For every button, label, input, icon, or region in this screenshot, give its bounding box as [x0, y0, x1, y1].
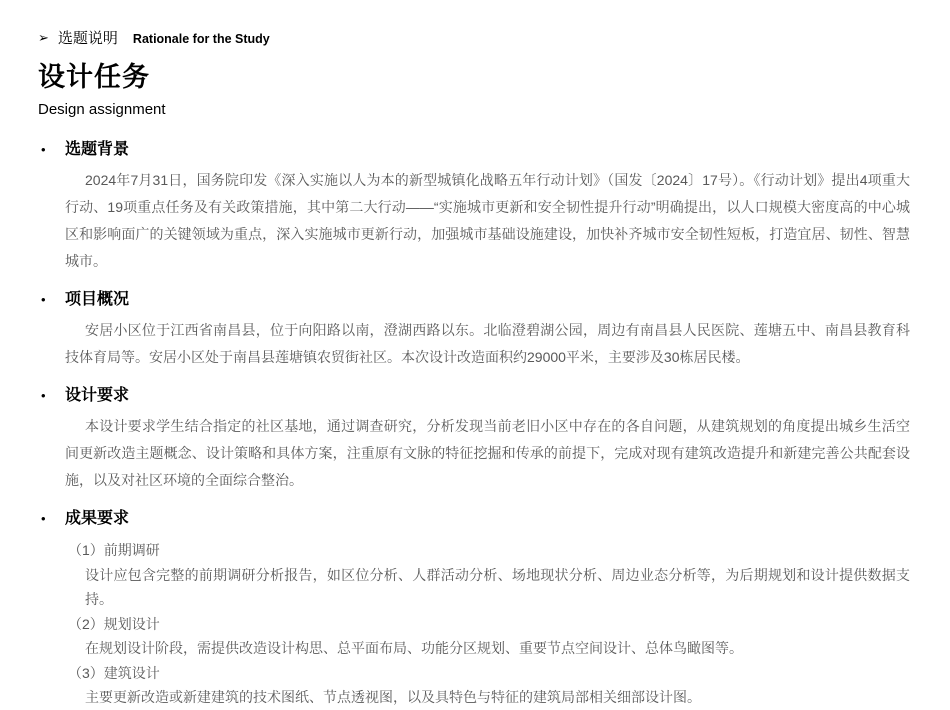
section-heading-row — [38, 289, 910, 311]
deliverables-list — [38, 538, 910, 710]
section-heading-row — [38, 508, 910, 530]
deliverable-2-text: 在规划设计阶段，需提供改造设计构思、总平面布局、功能分区规划、重要节点空间设计、总体鸟瞰图等。 — [85, 640, 743, 656]
list-item — [38, 612, 910, 661]
section-topic-background — [38, 139, 910, 275]
section-paragraph-project-overview: 安居小区位于江西省南昌县，位于向阳路以南，澄湖西路以东。北临澄碧湖公园，周边有南昌县人民医院、莲塘五中、南昌县教育科技体育局等。安居小区处于南昌县莲塘镇农贸街社区。本次设计改造面积约29000平米，主要涉及30栋居民楼。 — [65, 322, 910, 365]
page-subtitle: Design assignment — [38, 101, 166, 118]
list-item — [38, 538, 910, 612]
bullet-icon: • — [41, 292, 46, 307]
arrow-bullet-icon: ➢ — [38, 30, 49, 45]
page-title: 设计任务 — [38, 62, 150, 92]
header-label-en: Rationale for the Study — [132, 32, 270, 46]
list-item — [38, 661, 910, 710]
section-heading-row — [38, 385, 910, 407]
deliverable-1-label: （1）前期调研 — [68, 542, 160, 558]
bullet-icon: • — [41, 388, 46, 403]
section-heading-topic-background: 选题背景 — [65, 141, 130, 158]
section-design-requirements — [38, 385, 910, 494]
deliverable-1-text: 设计应包含完整的前期调研分析报告，如区位分析、人群活动分析、场地现状分析、周边业态分析等，为后期规划和设计提供数据支持。 — [85, 566, 910, 607]
section-deliverables — [38, 508, 910, 710]
bullet-icon: • — [41, 142, 46, 157]
doc-header — [38, 29, 910, 49]
section-heading-deliverables: 成果要求 — [65, 510, 130, 527]
deliverable-3-text: 主要更新改造或新建建筑的技术图纸、节点透视图，以及具特色与特征的建筑局部相关细部设计图。 — [85, 689, 701, 705]
section-heading-project-overview: 项目概况 — [65, 291, 130, 308]
bullet-icon: • — [41, 511, 46, 526]
deliverable-3-label: （3）建筑设计 — [68, 664, 160, 681]
section-project-overview — [38, 289, 910, 371]
deliverable-2-label: （2）规划设计 — [68, 615, 160, 632]
header-label-zh: 选题说明 — [57, 30, 118, 47]
section-heading-design-requirements: 设计要求 — [65, 387, 130, 404]
section-paragraph-design-requirements: 本设计要求学生结合指定的社区基地，通过调查研究，分析发现当前老旧小区中存在的各自问题，从建筑规划的角度提出城乡生活空间更新改造主题概念、设计策略和具体方案，注重原有文脉的特征挖掘和传承的前提下，完成对现有建筑改造提升和新建完善公共配套设施，以及对社区环境的全面综合整治。 — [65, 418, 910, 488]
section-heading-row — [38, 139, 910, 161]
section-paragraph-topic-background: 2024年7月31日，国务院印发《深入实施以人为本的新型城镇化战略五年行动计划》（国发〔2024〕17号）。《行动计划》提出4项重大行动、19项重点任务及有关政策措施，其中第二大行动——“实施城市更新和安全韧性提升行动”明确提出，以人口规模大密度高的中心城区和影响面广的关键领域为重点，深入实施城市更新行动，加强城市基础设施建设，加快补齐城市安全韧性短板，打造宜居、韧性、智慧城市。 — [65, 172, 910, 269]
